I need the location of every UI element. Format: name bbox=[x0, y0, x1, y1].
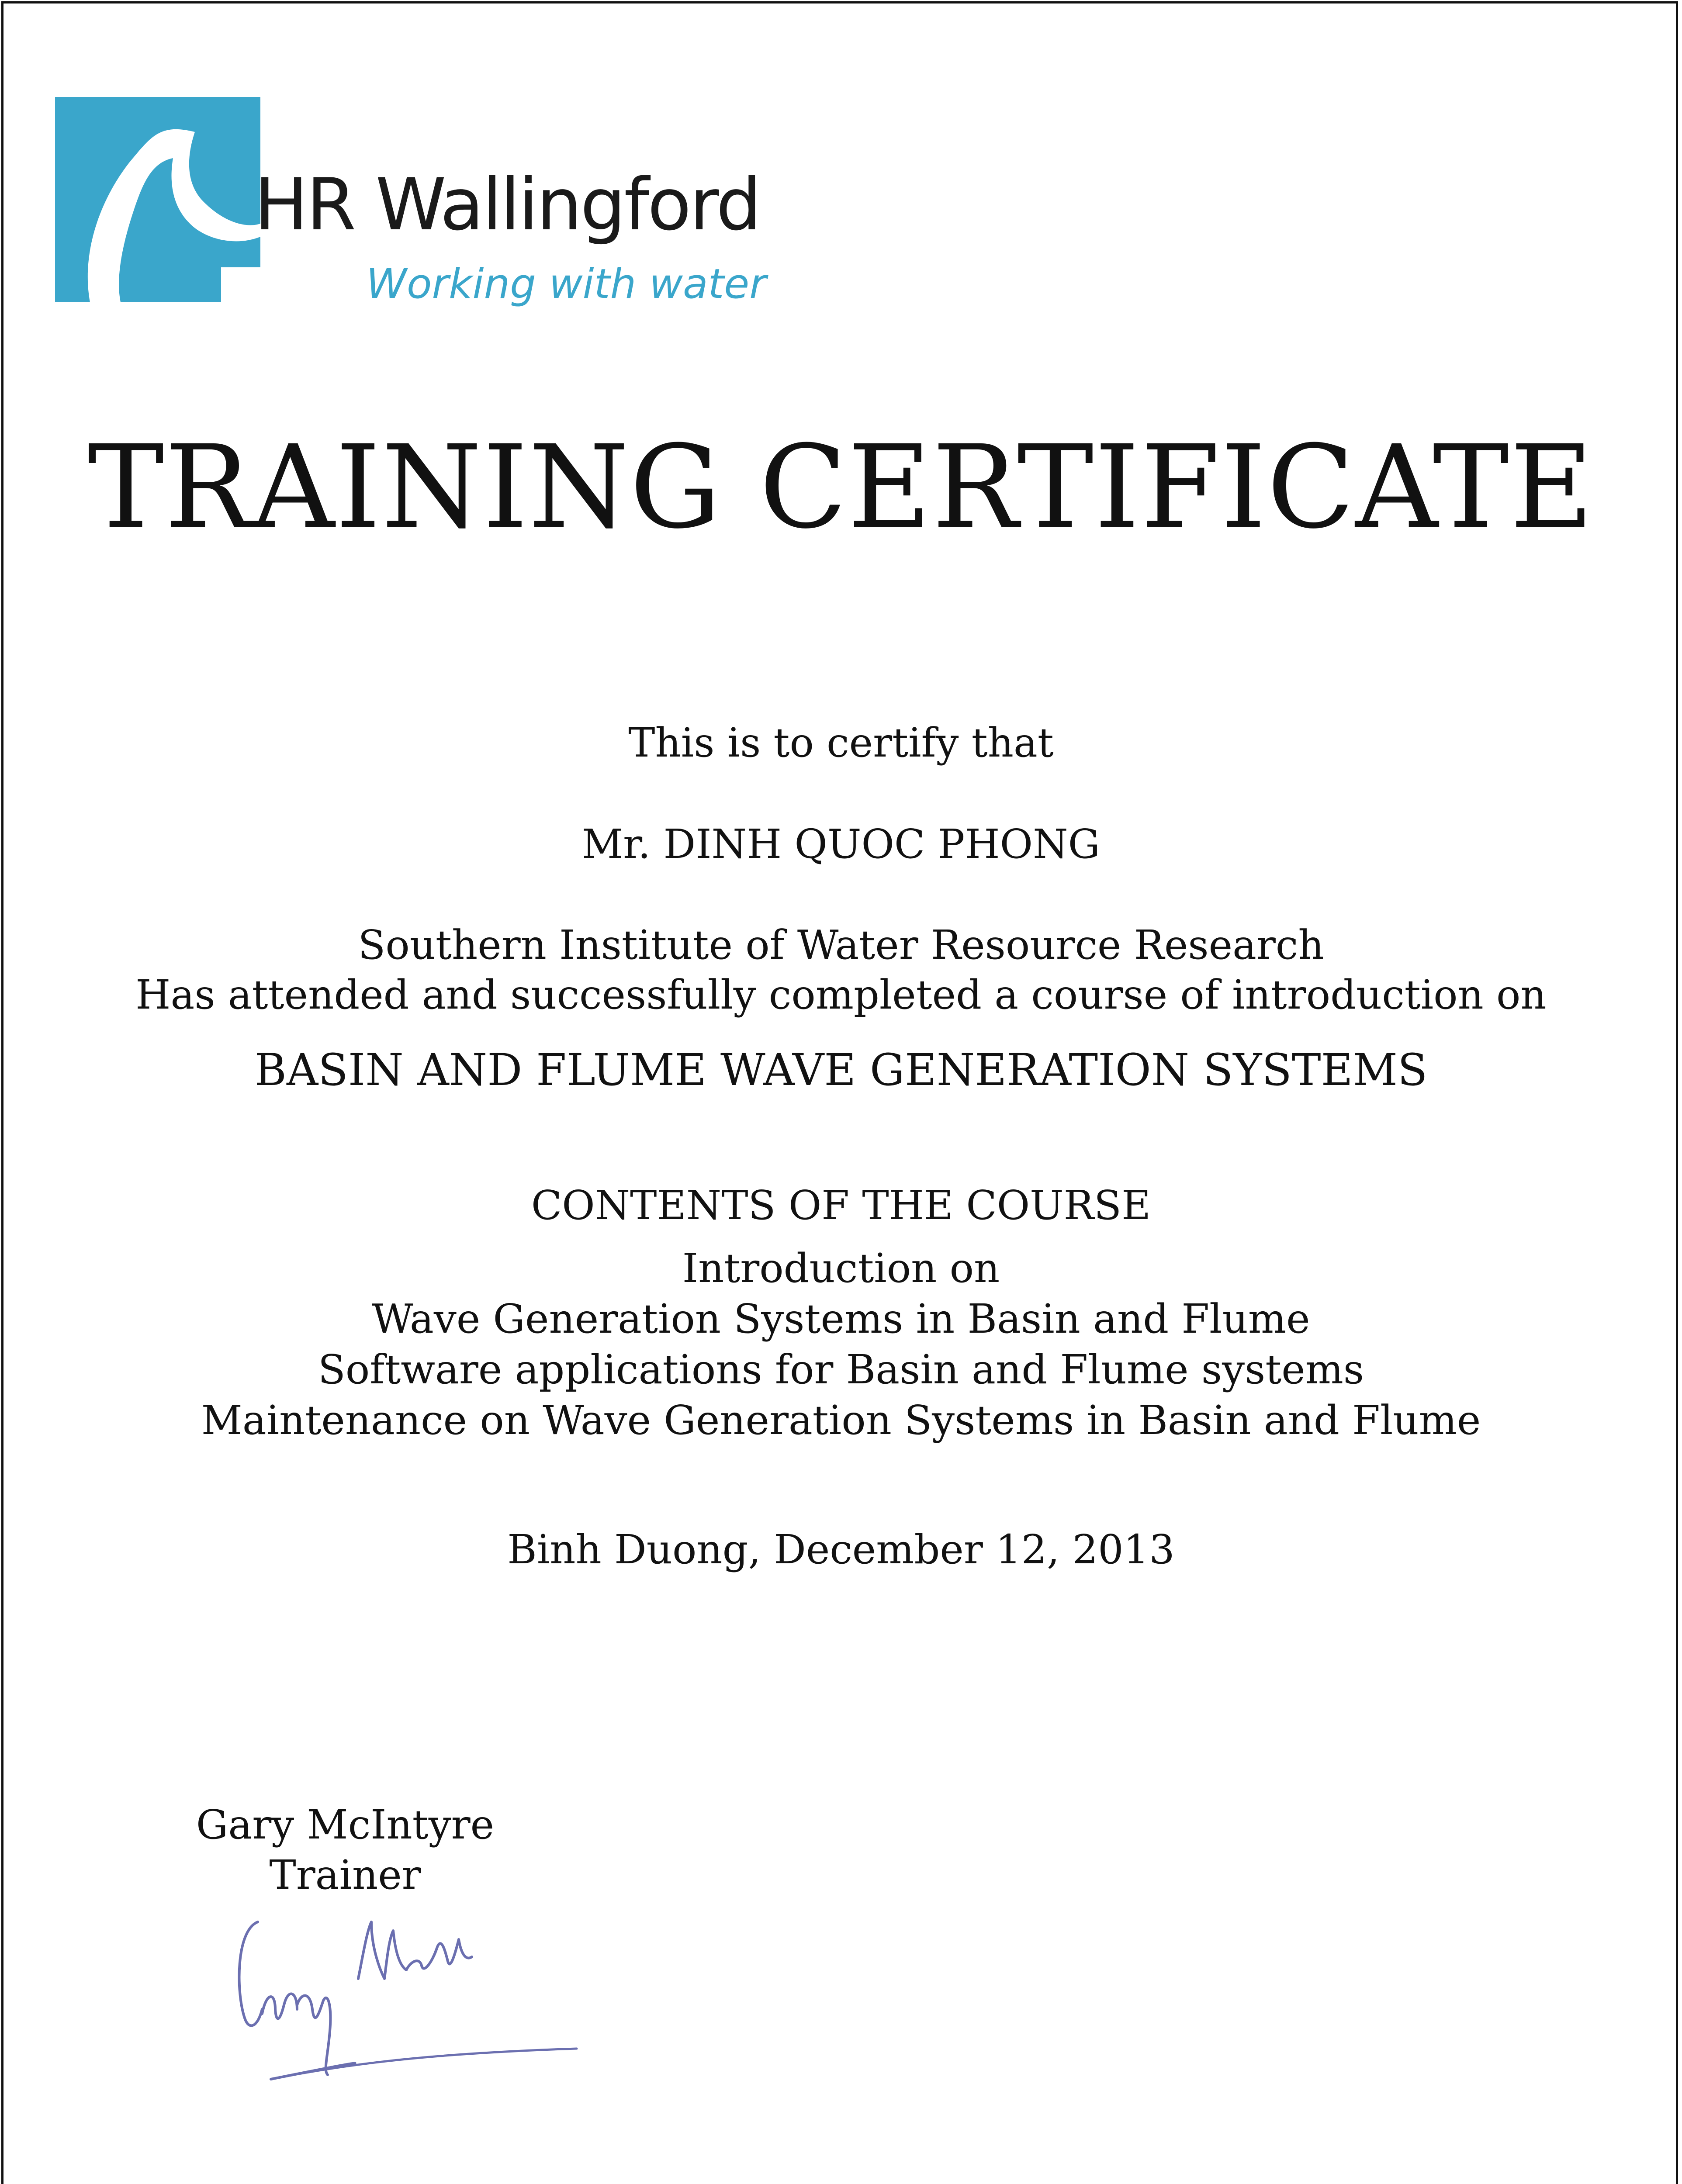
recipient-name: Mr. DINH QUOC PHONG bbox=[581, 821, 1101, 867]
company-logo bbox=[55, 97, 766, 324]
logo-tagline: Working with water bbox=[366, 260, 766, 308]
contents-heading: CONTENTS OF THE COURSE bbox=[531, 1182, 1151, 1229]
certificate-title: TRAINING CERTIFICATE bbox=[87, 421, 1595, 554]
logo-notch bbox=[221, 267, 260, 302]
course-title: BASIN AND FLUME WAVE GENERATION SYSTEMS bbox=[254, 1044, 1428, 1095]
course-content-item: Introduction on bbox=[682, 1245, 1000, 1292]
course-content-item: Software applications for Basin and Flume systems bbox=[318, 1346, 1364, 1393]
course-content-item: Maintenance on Wave Generation Systems in Basin and Flume bbox=[201, 1397, 1481, 1444]
course-content-item: Wave Generation Systems in Basin and Flume bbox=[372, 1296, 1310, 1342]
recipient-institution: Southern Institute of Water Resource Research bbox=[358, 922, 1324, 968]
signatory-name: Gary McIntyre bbox=[196, 1801, 495, 1848]
handwritten-signature bbox=[227, 1904, 585, 2088]
signatory-role: Trainer bbox=[269, 1852, 421, 1898]
attended-text: Has attended and successfully completed a course of introduction on bbox=[135, 971, 1547, 1018]
place-and-date: Binh Duong, December 12, 2013 bbox=[507, 1526, 1175, 1573]
logo-wordmark: HR Wallingford bbox=[254, 163, 760, 246]
hr-wallingford-wave-logo-icon bbox=[55, 97, 260, 302]
certify-text: This is to certify that bbox=[628, 719, 1054, 766]
signatory-block bbox=[157, 1800, 533, 1900]
